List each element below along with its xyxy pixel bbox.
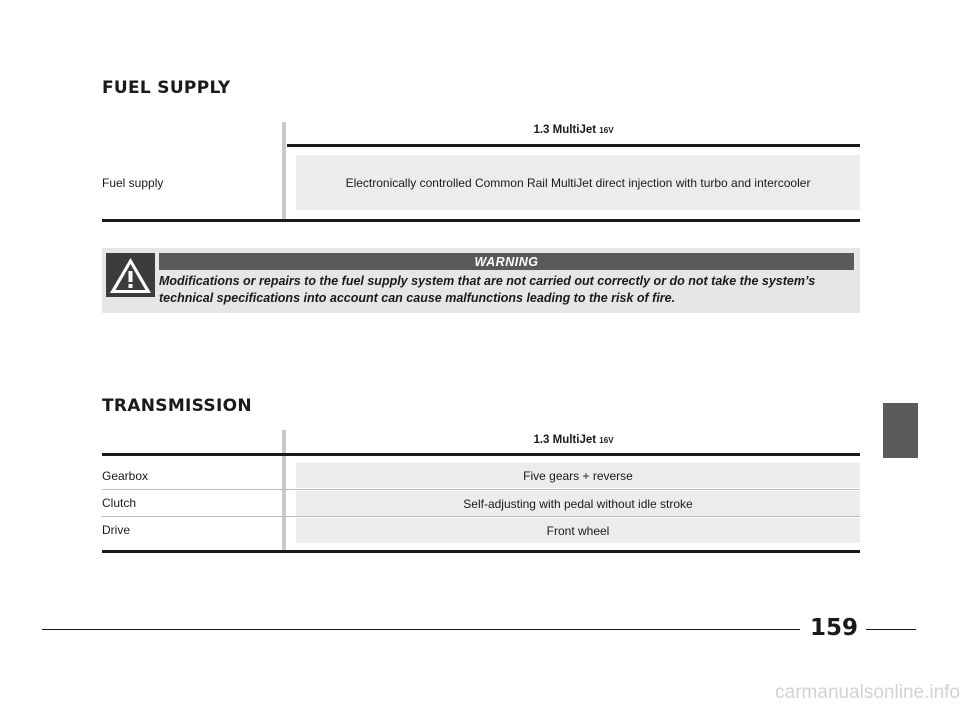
watermark: carmanualsonline.info [775, 682, 960, 703]
transmission-column-header-main: 1.3 MultiJet [533, 434, 597, 446]
transmission-column-header [287, 434, 860, 446]
transmission-table-bottom-rule [102, 550, 860, 553]
fuel-supply-heading: FUEL SUPPLY [102, 78, 231, 98]
gearbox-row-label: Gearbox [102, 469, 149, 483]
warning-title-bar [159, 253, 854, 270]
warning-text: Modifications or repairs to the fuel supply system that are not carried out correctly or do not take the system’s technical specifications into account can cause malfunctions leading to the risk of fire. [159, 274, 816, 305]
row-separator [102, 516, 860, 517]
page-number: 159 [809, 615, 858, 641]
transmission-heading: TRANSMISSION [102, 396, 252, 416]
chapter-tab [883, 403, 918, 458]
transmission-column-header-sub: 16V [599, 436, 614, 445]
row-separator [102, 489, 860, 490]
fuel-table-divider [282, 122, 286, 219]
gearbox-row-value: Five gears + reverse [296, 463, 860, 488]
clutch-row-value: Self-adjusting with pedal without idle stroke [296, 491, 860, 516]
footer-rule-left [42, 629, 800, 630]
warning-box [102, 248, 860, 313]
clutch-row-label: Clutch [102, 496, 137, 510]
fuel-column-header-sub: 16V [599, 126, 614, 135]
warning-triangle-icon [106, 253, 155, 297]
drive-row-label: Drive [102, 523, 131, 537]
footer-rule-right [866, 629, 916, 630]
fuel-table-top-rule [287, 144, 860, 147]
warning-title: WARNING [474, 254, 539, 269]
fuel-column-header [287, 124, 860, 136]
fuel-column-header-main: 1.3 MultiJet [533, 124, 597, 136]
fuel-supply-row-label: Fuel supply [102, 176, 164, 190]
transmission-table-top-rule [102, 453, 860, 456]
transmission-table-divider [282, 430, 286, 551]
fuel-supply-row-value: Electronically controlled Common Rail MultiJet direct injection with turbo and intercooler [296, 155, 860, 210]
fuel-table-bottom-rule [102, 219, 860, 222]
drive-row-value: Front wheel [296, 518, 860, 543]
